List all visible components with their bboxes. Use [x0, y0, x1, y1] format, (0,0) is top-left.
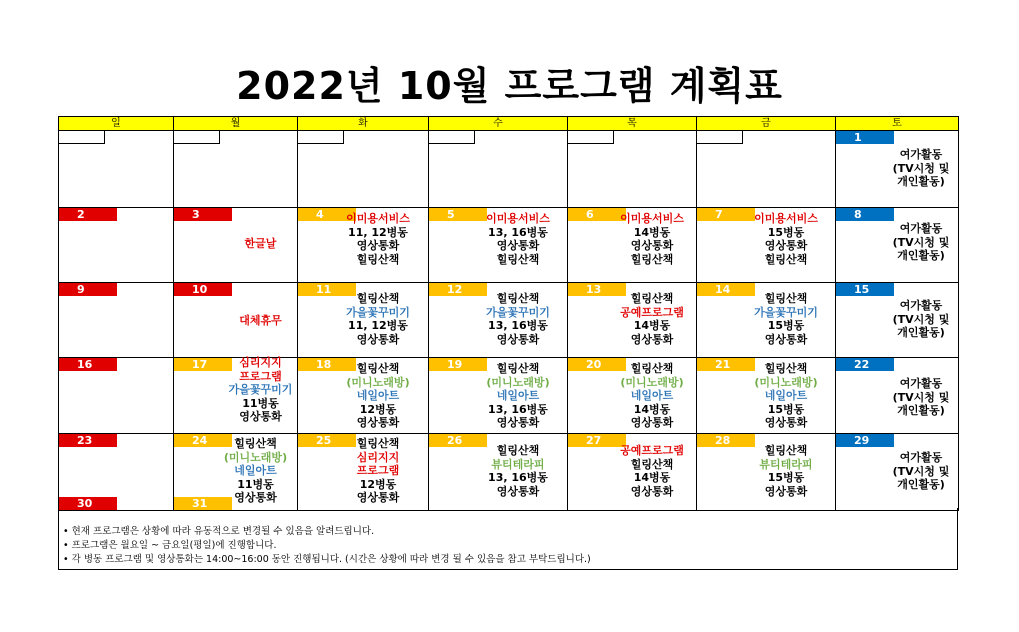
day-cell-empty	[59, 131, 174, 208]
day-number: 17	[174, 358, 232, 371]
day-cell-20: 20 힐링산책 (미니노래방) 네일아트 14병동 영상통화	[568, 358, 697, 434]
note-line: • 프로그램은 월요일 ~ 금요일(평일)에 진행합니다.	[63, 540, 277, 551]
day-cell-26: 26 힐링산책 뷰티테라피 13, 16병동 영상통화	[429, 434, 568, 511]
day-number: 21	[697, 358, 755, 371]
day-cell-empty	[568, 131, 697, 208]
day-number: 10	[174, 283, 232, 296]
day-number: 15	[836, 283, 894, 296]
holiday-label: 대체휴무	[239, 314, 282, 327]
day-number: 12	[429, 283, 487, 296]
weekday-mon: 월	[174, 117, 298, 131]
day-number: 16	[59, 358, 117, 371]
day-number: 25	[298, 434, 356, 447]
day-number: 1	[836, 131, 894, 144]
day-cell-18: 18 힐링산책 (미니노래방) 네일아트 12병동 영상통화	[298, 358, 429, 434]
weekday-tue: 화	[298, 117, 429, 131]
day-cell-7: 7 이미용서비스 15병동 영상통화 힐링산책	[697, 208, 836, 283]
day-cell-empty	[298, 131, 429, 208]
day-cell-5: 5 이미용서비스 13, 16병동 영상통화 힐링산책	[429, 208, 568, 283]
day-cell-27: 27 공예프로그램 힐링산책 14병동 영상통화	[568, 434, 697, 511]
day-cell-23-30	[59, 434, 174, 511]
day-cell-9	[59, 283, 174, 358]
day-cell-16	[59, 358, 174, 434]
day-cell-3	[174, 208, 298, 283]
day-cell-empty	[174, 131, 298, 208]
day-number: 24	[174, 434, 232, 447]
day-cell-empty	[697, 131, 836, 208]
holiday-label: 한글날	[244, 237, 277, 250]
day-cell-22: 22 여가활동 (TV시청 및 개인활동)	[836, 358, 959, 434]
day-cell-6: 6 이미용서비스 14병동 영상통화 힐링산책	[568, 208, 697, 283]
week-row-3	[59, 283, 959, 358]
day-number: 6	[568, 208, 626, 221]
day-number: 8	[836, 208, 894, 221]
day-number: 7	[697, 208, 755, 221]
day-number: 26	[429, 434, 487, 447]
note-line: • 각 병동 프로그램 및 영상통화는 14:00~16:00 동안 진행됩니다. (시간은 상황에 따라 변경 될 수 있음을 참고 부탁드립니다.)	[63, 554, 591, 565]
calendar-grid	[58, 116, 959, 511]
day-number: 14	[697, 283, 755, 296]
day-cell-24-31: 24 31 힐링산책 (미니노래방) 네일아트 11병동 영상통화	[174, 434, 298, 511]
note-line: • 현재 프로그램은 상황에 따라 유동적으로 변경될 수 있음을 알려드립니다.	[63, 526, 375, 537]
day-number: 31	[174, 497, 232, 510]
day-number: 5	[429, 208, 487, 221]
day-number: 22	[836, 358, 894, 371]
day-cell-2	[59, 208, 174, 283]
day-number: 4	[298, 208, 356, 221]
day-number: 13	[568, 283, 626, 296]
weekday-fri: 금	[697, 117, 836, 131]
day-cell-21: 21 힐링산책 (미니노래방) 네일아트 15병동 영상통화	[697, 358, 836, 434]
day-cell-19: 19 힐링산책 (미니노래방) 네일아트 13, 16병동 영상통화	[429, 358, 568, 434]
day-cell-10	[174, 283, 298, 358]
day-number: 20	[568, 358, 626, 371]
day-number: 30	[59, 497, 117, 510]
day-cell-8: 8 여가활동 (TV시청 및 개인활동)	[836, 208, 959, 283]
day-number: 28	[697, 434, 755, 447]
day-number: 9	[59, 283, 117, 296]
day-number: 29	[836, 434, 894, 447]
weekday-thu: 목	[568, 117, 697, 131]
week-row-1	[59, 131, 959, 208]
weekday-header	[59, 117, 959, 131]
day-cell-29: 29 여가활동 (TV시청 및 개인활동)	[836, 434, 959, 511]
week-row-5	[59, 434, 959, 511]
weekday-wed: 수	[429, 117, 568, 131]
day-number: 27	[568, 434, 626, 447]
day-cell-17: 17 심리지지 프로그램 가을꽃꾸미기 11병동 영상통화	[174, 358, 298, 434]
week-row-4	[59, 358, 959, 434]
day-number: 2	[59, 208, 117, 221]
day-number: 11	[298, 283, 356, 296]
week-row-2	[59, 208, 959, 283]
page-title: 2022년 10월 프로그램 계획표	[236, 64, 783, 108]
day-cell-25: 25 힐링산책 심리지지 프로그램 12병동 영상통화	[298, 434, 429, 511]
day-cell-1: 1 여가활동 (TV시청 및 개인활동)	[836, 131, 959, 208]
day-cell-14: 14 힐링산책 가을꽃꾸미기 15병동 영상통화	[697, 283, 836, 358]
day-number: 23	[59, 434, 117, 447]
day-number: 18	[298, 358, 356, 371]
weekday-sun: 일	[59, 117, 174, 131]
day-cell-15: 15 여가활동 (TV시청 및 개인활동)	[836, 283, 959, 358]
day-cell-11: 11 힐링산책 가을꽃꾸미기 11, 12병동 영상통화	[298, 283, 429, 358]
day-number: 19	[429, 358, 487, 371]
day-cell-28: 28 힐링산책 뷰티테라피 15병동 영상통화	[697, 434, 836, 511]
notes-box	[58, 508, 958, 570]
weekday-sat: 토	[836, 117, 959, 131]
day-cell-4: 4 이미용서비스 11, 12병동 영상통화 힐링산책	[298, 208, 429, 283]
day-cell-13: 13 힐링산책 공예프로그램 14병동 영상통화	[568, 283, 697, 358]
day-cell-12: 12 힐링산책 가을꽃꾸미기 13, 16병동 영상통화	[429, 283, 568, 358]
day-number: 3	[174, 208, 232, 221]
day-cell-empty	[429, 131, 568, 208]
